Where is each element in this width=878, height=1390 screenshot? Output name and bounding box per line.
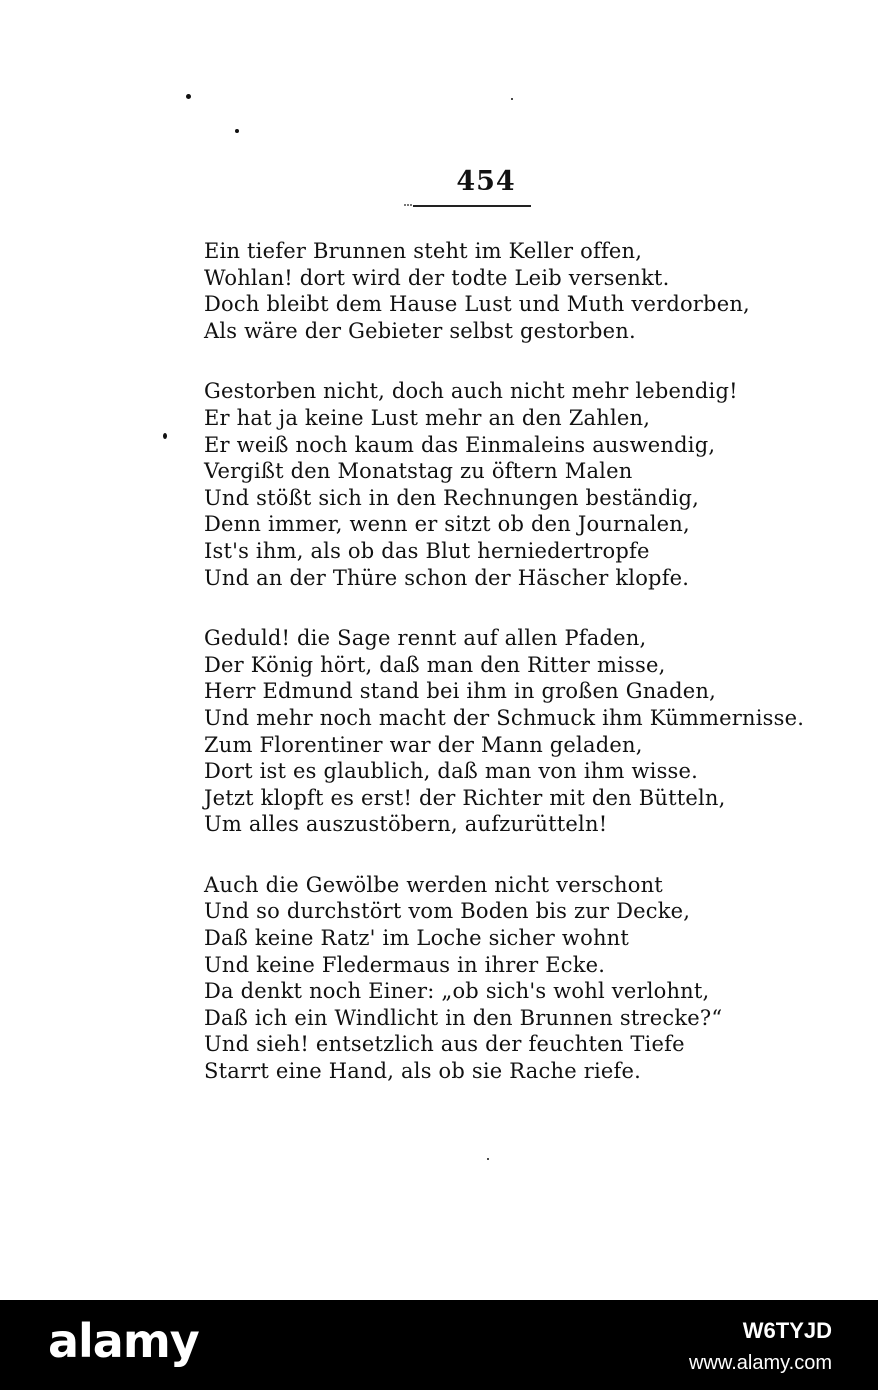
poem-line: Und sieh! entsetzlich aus der feuchten Tiefe <box>204 1032 685 1057</box>
poem-line: Ein tiefer Brunnen steht im Keller offen, <box>204 239 643 263</box>
poem-line: Dort ist es glaublich, daß man von ihm wisse. <box>204 759 699 784</box>
poem-line: Und an der Thüre schon der Häscher klopfe. <box>204 565 690 590</box>
poem-line: Wohlan! dort wird der todte Leib versenkt. <box>204 265 670 290</box>
poem-line: Daß keine Ratz' im Loche sicher wohnt <box>204 926 630 951</box>
scan-speck <box>163 433 167 439</box>
site-url: www.alamy.com <box>689 1352 832 1374</box>
page-number: 454 <box>456 166 516 197</box>
stanza <box>204 872 723 1085</box>
poem-line: Als wäre der Gebieter selbst gestorben. <box>204 318 636 343</box>
scan-speck <box>235 129 239 133</box>
poem-line: Zum Florentiner war der Mann geladen, <box>204 732 643 757</box>
poem-line: Starrt eine Hand, als ob sie Rache riefe. <box>204 1059 641 1084</box>
poem-line: Der König hört, daß man den Ritter misse, <box>204 652 666 677</box>
scan-speck <box>487 1158 489 1160</box>
rule-dots <box>404 204 412 208</box>
poem-line: Er hat ja keine Lust mehr an den Zahlen, <box>204 405 651 430</box>
poem-line: Und keine Fledermaus in ihrer Ecke. <box>204 952 606 977</box>
header-rule <box>413 205 531 207</box>
stanza <box>204 378 738 591</box>
stanza <box>204 625 805 838</box>
poem-line: Da denkt noch Einer: „ob sich's wohl verlohnt, <box>204 979 710 1004</box>
poem-line: Geduld! die Sage rennt auf allen Pfaden, <box>204 626 647 651</box>
poem-line: Jetzt klopft es erst! der Richter mit den Bütteln, <box>204 785 726 810</box>
poem-line: Doch bleibt dem Hause Lust und Muth verdorben, <box>204 292 750 317</box>
poem-line: Und mehr noch macht der Schmuck ihm Kümmernisse. <box>204 705 805 730</box>
alamy-logo: alamy <box>48 1314 199 1368</box>
poem-line: Und stößt sich in den Rechnungen beständig, <box>204 485 699 510</box>
poem-line: Ist's ihm, als ob das Blut herniedertropfe <box>204 538 650 563</box>
image-id: W6TYJD <box>742 1318 832 1343</box>
poem-line: Gestorben nicht, doch auch nicht mehr lebendig! <box>204 379 738 404</box>
poem-line: Um alles auszustöbern, aufzurütteln! <box>204 812 608 837</box>
scan-speck <box>186 94 191 99</box>
poem-line: Er weiß noch kaum das Einmaleins auswendig, <box>204 432 716 457</box>
stanza <box>204 238 750 344</box>
poem-line: Vergißt den Monatstag zu öftern Malen <box>204 459 633 484</box>
poem-text <box>204 238 805 1085</box>
poem-line: Denn immer, wenn er sitzt ob den Journalen, <box>204 512 690 537</box>
poem-line: Herr Edmund stand bei ihm in großen Gnaden, <box>204 679 717 704</box>
poem-line: Daß ich ein Windlicht in den Brunnen strecke?“ <box>204 1005 723 1030</box>
scan-speck <box>511 98 513 100</box>
poem-line: Auch die Gewölbe werden nicht verschont <box>204 872 663 897</box>
poem-line: Und so durchstört vom Boden bis zur Decke, <box>204 899 691 924</box>
